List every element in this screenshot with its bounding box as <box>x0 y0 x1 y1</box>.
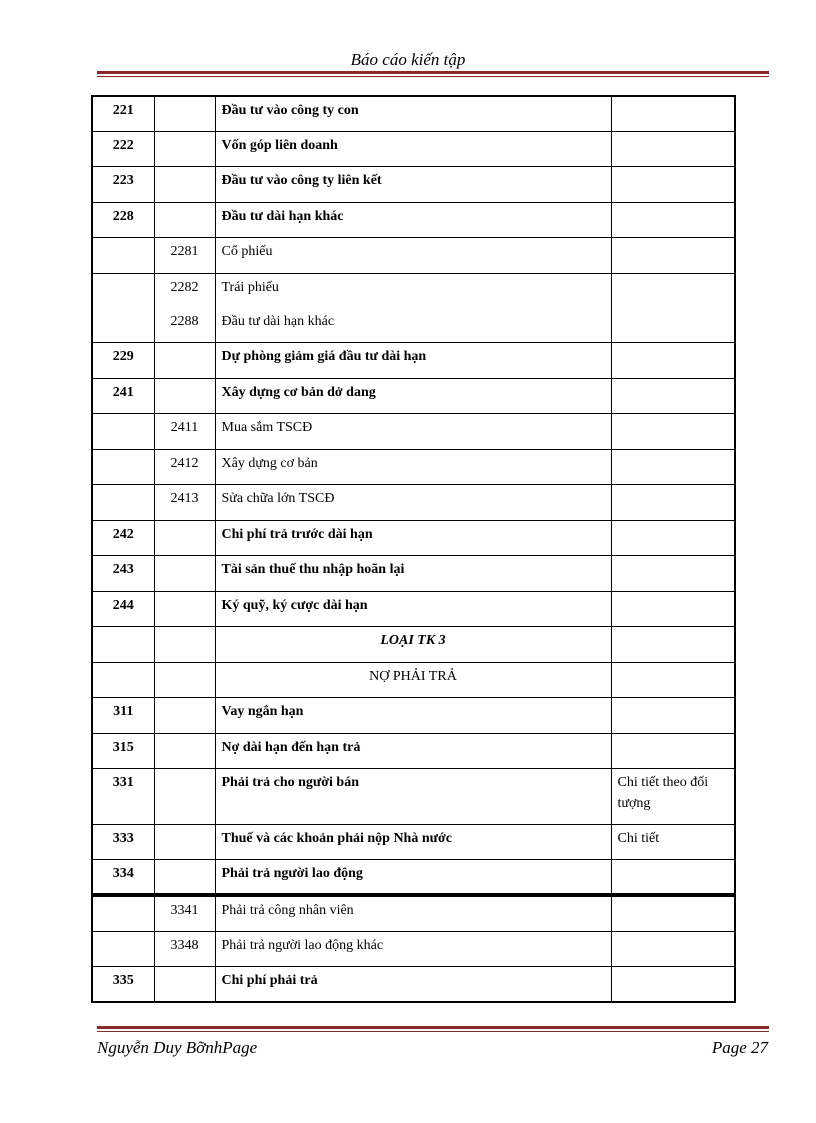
sub-account-cell-text: 3348 <box>170 937 199 953</box>
account-name-cell <box>215 626 611 662</box>
table-row <box>92 626 735 662</box>
sub-account-cell <box>154 555 215 591</box>
table-row <box>92 237 735 273</box>
account-note-cell-text <box>618 734 729 737</box>
account-code-cell-text <box>99 932 148 936</box>
account-code-cell-text <box>99 663 148 667</box>
sub-account-cell-text <box>161 167 209 171</box>
table-row <box>92 768 735 824</box>
sub-account-cell-text: 2281 <box>170 243 199 259</box>
account-name-cell <box>215 966 611 1002</box>
sub-account-cell-text <box>161 734 209 738</box>
account-name-cell <box>215 449 611 484</box>
sub-account-cell <box>154 273 215 342</box>
account-name-cell <box>215 931 611 966</box>
account-note-cell-text: Chi tiết theo đối tượng <box>617 774 709 811</box>
account-name-cell <box>215 378 611 413</box>
table-row <box>92 342 735 378</box>
sub-account-cell <box>154 895 215 931</box>
sub-account-cell <box>154 626 215 662</box>
account-name-cell-text: Mua sắm TSCĐ <box>221 419 313 435</box>
account-name-cell-text: Sửa chữa lớn TSCĐ <box>221 490 335 506</box>
account-code-cell <box>92 237 154 273</box>
account-name-cell <box>215 237 611 273</box>
sub-account-cell-text <box>161 592 209 596</box>
account-code-cell <box>92 768 154 824</box>
account-note-cell <box>611 895 735 931</box>
account-code-cell <box>92 484 154 520</box>
account-note-cell-text <box>618 521 729 524</box>
account-code-cell <box>92 966 154 1002</box>
sub-account-cell-text <box>161 663 209 667</box>
sub-account-cell <box>154 237 215 273</box>
account-name-cell <box>215 166 611 202</box>
account-note-cell-text <box>618 379 729 382</box>
account-note-cell <box>611 96 735 131</box>
account-code-cell <box>92 555 154 591</box>
account-note-cell <box>611 413 735 449</box>
sub-account-cell-text <box>161 203 209 207</box>
account-note-cell-text <box>618 203 729 206</box>
account-note-cell-text <box>618 932 729 935</box>
account-name-cell-text: Vốn góp liên doanh <box>221 137 338 153</box>
account-code-cell-text: 333 <box>112 830 134 846</box>
account-note-cell-text: Chi tiết <box>617 830 660 846</box>
account-code-cell <box>92 591 154 626</box>
table-row <box>92 662 735 697</box>
sub-account-cell-text <box>161 627 209 631</box>
account-code-cell-text <box>99 485 148 489</box>
account-name-cell <box>215 697 611 733</box>
account-note-cell-text <box>618 698 729 701</box>
account-name-cell <box>215 768 611 824</box>
account-note-cell <box>611 859 735 895</box>
account-note-cell <box>611 520 735 555</box>
account-code-cell-text: 222 <box>112 137 134 153</box>
account-name-cell-text: Dự phòng giảm giá đầu tư dài hạn <box>221 348 427 364</box>
account-note-cell-text <box>618 897 729 900</box>
account-note-cell-text <box>618 663 729 666</box>
account-name-cell <box>215 484 611 520</box>
account-code-cell-text: 334 <box>112 865 134 881</box>
account-note-cell <box>611 273 735 342</box>
account-name-cell <box>215 202 611 237</box>
account-name-cell <box>215 859 611 895</box>
account-note-cell-text <box>618 274 729 277</box>
sub-account-cell-text: 2413 <box>170 490 199 506</box>
account-code-cell <box>92 626 154 662</box>
account-note-cell <box>611 733 735 768</box>
sub-account-cell <box>154 662 215 697</box>
account-note-cell <box>611 237 735 273</box>
sub-account-cell <box>154 591 215 626</box>
account-name-cell-text: Phải trả cho người bán <box>221 774 360 790</box>
sub-account-cell <box>154 484 215 520</box>
account-note-cell <box>611 342 735 378</box>
table-row <box>92 202 735 237</box>
table-row <box>92 413 735 449</box>
account-name-cell-text: Xây dựng cơ bản <box>221 455 318 471</box>
sub-account-cell <box>154 697 215 733</box>
account-name-cell-text: Phải trả người lao động khác <box>221 937 384 953</box>
account-code-cell <box>92 273 154 342</box>
account-name-cell <box>215 342 611 378</box>
account-code-cell-text: 244 <box>112 597 134 613</box>
account-name-cell-text: Đầu tư vào công ty con <box>221 103 359 118</box>
sub-account-cell <box>154 378 215 413</box>
sub-account-cell <box>154 166 215 202</box>
footer-author: Nguyễn Duy BỡnhPage <box>97 1038 258 1057</box>
account-name-cell <box>215 824 611 859</box>
table-row <box>92 733 735 768</box>
account-code-cell <box>92 662 154 697</box>
account-name-cell-text: Chi phí phải trả <box>221 972 318 988</box>
account-name-cell <box>215 520 611 555</box>
account-code-cell-text: 229 <box>112 348 134 364</box>
sub-account-cell <box>154 413 215 449</box>
account-code-cell-text: 242 <box>112 526 134 542</box>
page-header-title: Báo cáo kiến tập <box>350 50 466 69</box>
account-code-cell-text: 241 <box>112 384 134 400</box>
sub-account-cell-text: 2412 <box>170 455 199 471</box>
account-note-cell <box>611 166 735 202</box>
sub-account-cell <box>154 202 215 237</box>
account-code-cell <box>92 931 154 966</box>
account-code-cell <box>92 520 154 555</box>
account-code-cell <box>92 166 154 202</box>
sub-account-cell-text <box>161 379 209 383</box>
account-note-cell <box>611 202 735 237</box>
sub-account-cell-text <box>161 698 209 702</box>
account-code-cell-text <box>99 274 148 278</box>
account-note-cell-text <box>618 450 729 453</box>
account-name-cell <box>215 413 611 449</box>
account-code-cell-text <box>99 450 148 454</box>
account-name-cell <box>215 733 611 768</box>
table-row <box>92 591 735 626</box>
account-name-cell <box>215 662 611 697</box>
account-name-cell <box>215 131 611 166</box>
account-note-cell <box>611 591 735 626</box>
account-code-cell-text <box>99 627 148 631</box>
table-row <box>92 895 735 931</box>
account-name-cell <box>215 273 611 342</box>
account-code-cell <box>92 449 154 484</box>
account-name-cell-text: Chi phí trả trước dài hạn <box>221 526 373 542</box>
account-note-cell <box>611 449 735 484</box>
sub-account-cell <box>154 768 215 824</box>
account-name-cell <box>215 555 611 591</box>
account-note-cell <box>611 662 735 697</box>
account-note-cell <box>611 555 735 591</box>
account-code-cell <box>92 378 154 413</box>
table-row <box>92 378 735 413</box>
account-code-cell-text: 311 <box>113 703 134 719</box>
account-note-cell-text <box>618 485 729 488</box>
table-row <box>92 449 735 484</box>
sub-account-cell-text <box>161 967 209 971</box>
account-code-cell-text <box>99 897 148 901</box>
account-name-cell-text: NỢ PHẢI TRẢ <box>369 668 457 684</box>
account-code-cell <box>92 733 154 768</box>
account-note-cell-text <box>618 967 729 970</box>
page-number: Page 27 <box>711 1038 768 1057</box>
table-row <box>92 96 735 131</box>
account-name-cell-text: Ký quỹ, ký cược dài hạn <box>221 597 368 613</box>
sub-account-cell-text: 3341 <box>170 903 199 918</box>
account-note-cell-text <box>618 592 729 595</box>
account-name-cell-text: Trái phiếu <box>221 279 279 295</box>
account-name-cell <box>215 96 611 131</box>
account-code-cell <box>92 824 154 859</box>
account-note-cell-text <box>618 414 729 417</box>
account-name-cell-text: Đầu tư dài hạn khác <box>221 208 344 224</box>
header-rule <box>97 71 769 77</box>
account-name-cell-text: Vay ngắn hạn <box>221 703 304 719</box>
account-code-cell <box>92 413 154 449</box>
account-code-cell <box>92 342 154 378</box>
footer-rule <box>97 1026 769 1032</box>
sub-account-cell <box>154 931 215 966</box>
table-row <box>92 824 735 859</box>
table-row <box>92 273 735 342</box>
sub-account-cell <box>154 131 215 166</box>
account-note-cell-text <box>618 343 729 346</box>
sub-account-cell-text: 2411 <box>170 419 199 435</box>
table-row <box>92 131 735 166</box>
account-name-cell-text: Tài sản thuế thu nhập hoãn lại <box>221 561 405 577</box>
account-note-cell <box>611 378 735 413</box>
account-note-cell-text <box>618 97 729 100</box>
sub-account-cell <box>154 96 215 131</box>
sub-account-cell-text <box>161 343 209 347</box>
account-code-cell-text: 331 <box>112 774 134 790</box>
table-row <box>92 484 735 520</box>
account-code-cell-text: 315 <box>112 739 134 755</box>
sub-account-cell-text: 2282 <box>170 279 199 295</box>
table-row <box>92 555 735 591</box>
account-note-cell <box>611 131 735 166</box>
sub-account-cell <box>154 449 215 484</box>
account-code-cell <box>92 859 154 895</box>
sub-account-cell-text <box>161 132 209 136</box>
account-name-cell-text: Phải trả người lao động <box>221 865 363 881</box>
account-code-cell <box>92 202 154 237</box>
sub-account-cell-text <box>161 769 209 773</box>
sub-account-cell-text <box>161 521 209 525</box>
sub-account-cell-text: 2288 <box>170 313 199 329</box>
account-name-cell-text: Cổ phiếu <box>221 243 273 259</box>
account-name-cell-text: Nợ dài hạn đến hạn trả <box>221 739 361 755</box>
account-note-cell <box>611 824 735 859</box>
account-name-cell-text: Thuế và các khoản phải nộp Nhà nước <box>221 830 452 846</box>
account-name-cell <box>215 895 611 931</box>
account-note-cell-text <box>618 627 729 630</box>
sub-account-cell-text <box>161 556 209 560</box>
table-row <box>92 966 735 1002</box>
account-name-cell-text: Xây dựng cơ bản dở dang <box>221 384 376 400</box>
account-name-cell-text: LOẠI TK 3 <box>380 632 446 648</box>
account-code-cell-text: 335 <box>112 972 134 988</box>
sub-account-cell <box>154 859 215 895</box>
account-note-cell <box>611 697 735 733</box>
table-row <box>92 520 735 555</box>
sub-account-cell <box>154 520 215 555</box>
sub-account-cell-text <box>161 97 209 101</box>
table-row <box>92 697 735 733</box>
sub-account-cell <box>154 733 215 768</box>
account-code-cell-text: 223 <box>112 172 134 188</box>
account-note-cell <box>611 484 735 520</box>
sub-account-cell <box>154 966 215 1002</box>
account-name-cell <box>215 591 611 626</box>
account-note-cell-text <box>618 238 729 241</box>
account-note-cell <box>611 931 735 966</box>
account-code-cell-text: 228 <box>112 208 134 224</box>
account-code-cell-text: 243 <box>112 561 134 577</box>
table-row <box>92 931 735 966</box>
account-note-cell-text <box>618 860 729 863</box>
sub-account-cell <box>154 824 215 859</box>
account-name-cell-text: Phải trả công nhân viên <box>221 903 354 918</box>
sub-account-cell <box>154 342 215 378</box>
account-note-cell-text <box>618 167 729 170</box>
account-code-cell-text <box>99 414 148 418</box>
accounts-table <box>91 95 736 1003</box>
account-note-cell <box>611 768 735 824</box>
sub-account-cell-text <box>161 825 209 829</box>
account-name-cell-text: Đầu tư vào công ty liên kết <box>221 172 382 188</box>
account-note-cell <box>611 966 735 1002</box>
account-note-cell-text <box>618 132 729 135</box>
account-code-cell-text <box>99 238 148 242</box>
account-note-cell-text <box>618 556 729 559</box>
sub-account-cell-text <box>161 860 209 864</box>
account-code-cell <box>92 131 154 166</box>
account-code-cell-text: 221 <box>112 103 134 118</box>
account-code-cell <box>92 697 154 733</box>
table-row <box>92 166 735 202</box>
account-code-cell <box>92 895 154 931</box>
account-name-cell-text: Đầu tư dài hạn khác <box>221 313 335 329</box>
table-row <box>92 859 735 895</box>
account-note-cell <box>611 626 735 662</box>
account-code-cell <box>92 96 154 131</box>
